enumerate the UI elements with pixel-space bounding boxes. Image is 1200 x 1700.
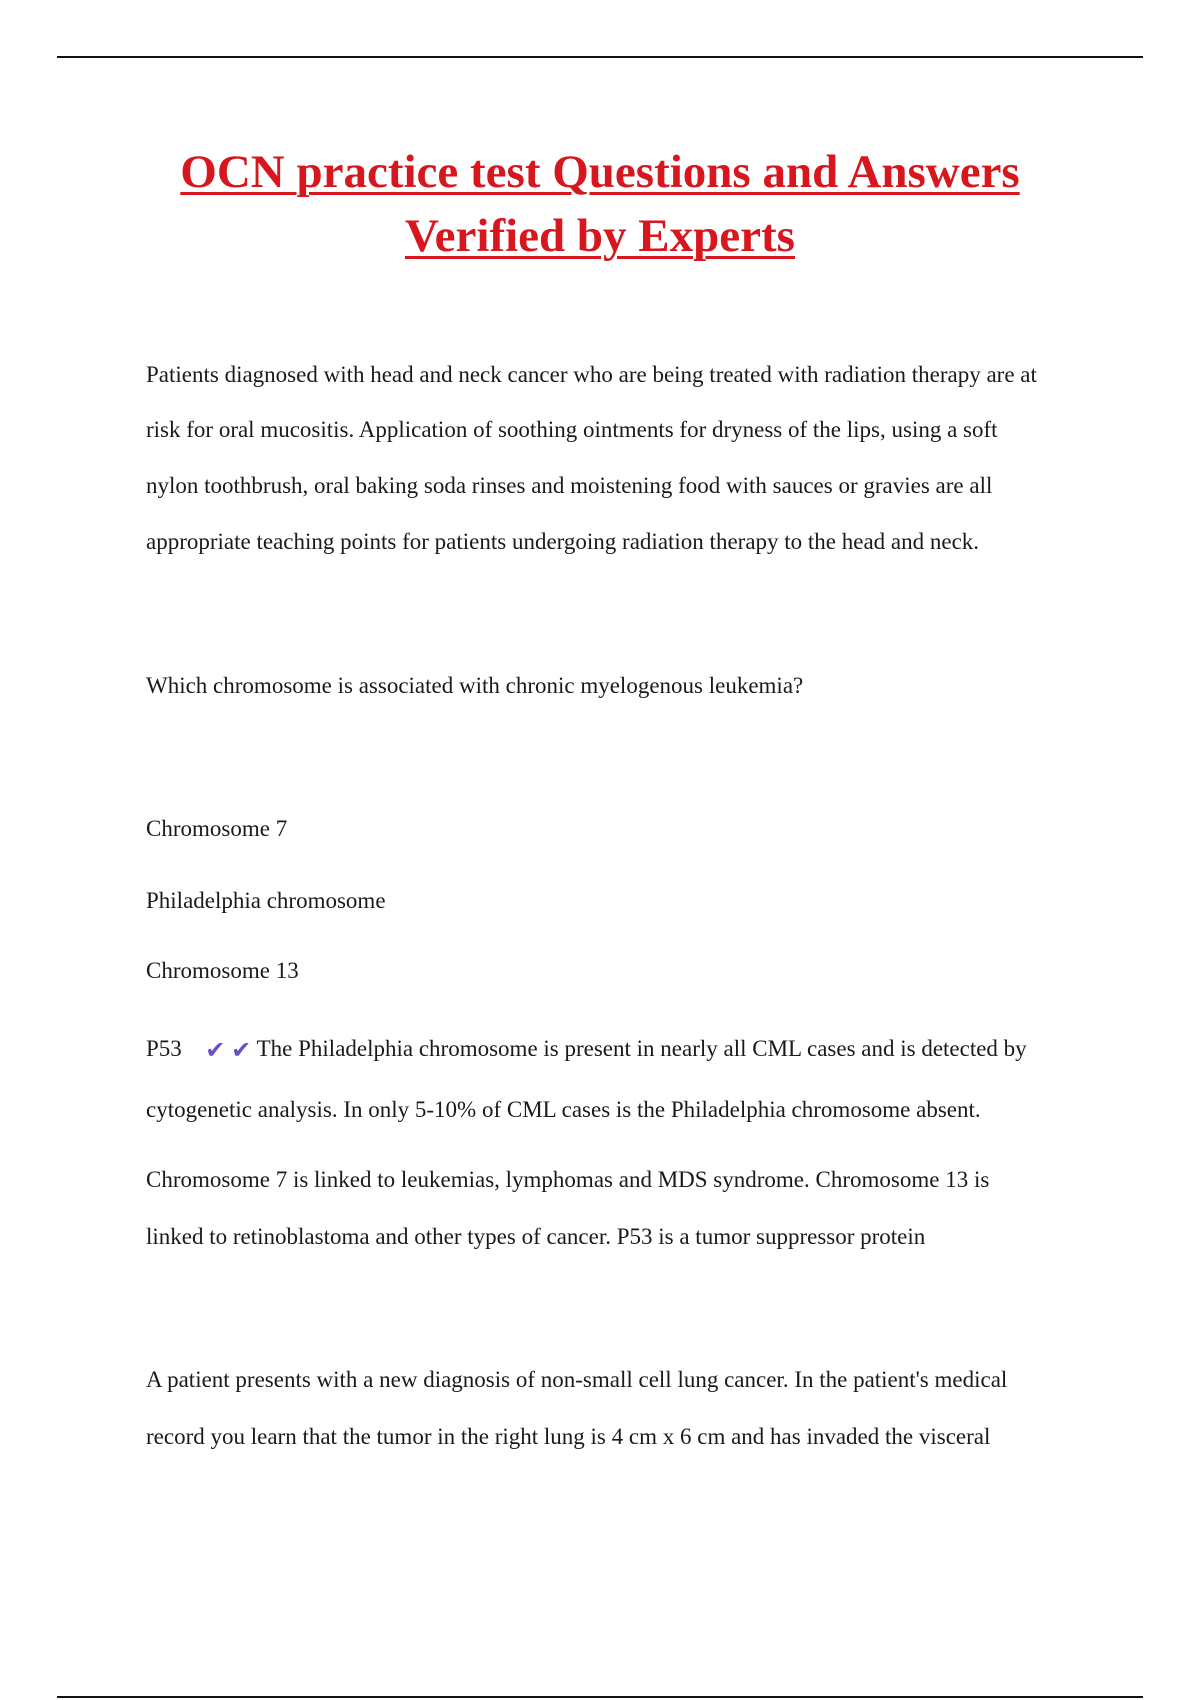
paragraph-1-line-4: appropriate teaching points for patients undergoing radiation therapy to the head and neck. — [146, 529, 980, 554]
title-line-1: OCN practice test Questions and Answers — [180, 146, 1020, 198]
paragraph-3-line-2: record you learn that the tumor in the right lung is 4 cm x 6 cm and has invaded the visceral — [146, 1424, 991, 1449]
paragraph-1-line-3: nylon toothbrush, oral baking soda rinses and moistening food with sauces or gravies are all — [146, 473, 993, 498]
bottom-rule — [57, 1696, 1143, 1698]
paragraph-1-line-1: Patients diagnosed with head and neck cancer who are being treated with radiation therapy are at — [146, 362, 1037, 387]
option-p53-answer-line — [146, 1036, 1096, 1062]
check-icon: ✔ — [205, 1036, 226, 1064]
paragraph-1-line-2: risk for oral mucositis. Application of soothing ointments for dryness of the lips, using a soft — [146, 417, 998, 442]
document-title — [100, 140, 1100, 268]
option-p53: P53 — [146, 1036, 182, 1061]
check-icon: ✔ — [231, 1036, 252, 1064]
option-chromosome-7: Chromosome 7 — [146, 816, 288, 841]
option-chromosome-13: Chromosome 13 — [146, 958, 299, 983]
top-rule — [57, 56, 1143, 58]
answer-line-2: cytogenetic analysis. In only 5-10% of CML cases is the Philadelphia chromosome absent. — [146, 1097, 981, 1122]
question-text: Which chromosome is associated with chronic myelogenous leukemia? — [146, 673, 804, 698]
answer-line-1: The Philadelphia chromosome is present in nearly all CML cases and is detected by — [256, 1036, 1027, 1061]
option-philadelphia: Philadelphia chromosome — [146, 888, 386, 913]
paragraph-3-line-1: A patient presents with a new diagnosis of non-small cell lung cancer. In the patient's medical — [146, 1367, 1008, 1392]
answer-line-3: Chromosome 7 is linked to leukemias, lymphomas and MDS syndrome. Chromosome 13 is — [146, 1167, 990, 1192]
answer-line-4: linked to retinoblastoma and other types of cancer. P53 is a tumor suppressor protein — [146, 1224, 926, 1249]
title-line-2: Verified by Experts — [405, 210, 795, 262]
